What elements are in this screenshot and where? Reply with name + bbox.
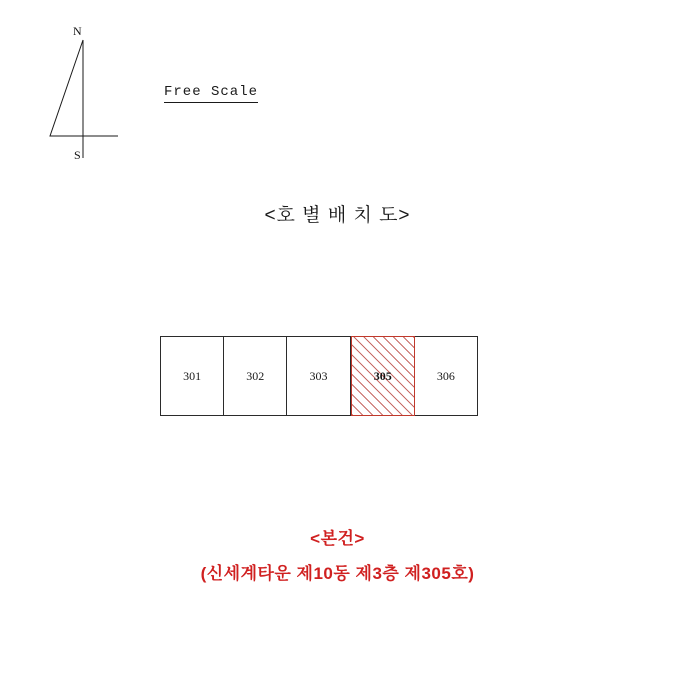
compass-north-label: N — [73, 24, 83, 38]
unit-row — [160, 336, 478, 416]
caption-line-1: <본건> — [310, 529, 365, 548]
compass-rose — [40, 18, 130, 178]
diagram-title: <호 별 배 치 도> — [264, 205, 411, 226]
unit-label: 305 — [373, 368, 392, 383]
compass-needle-icon — [40, 18, 130, 178]
compass-south-label: S — [74, 148, 82, 162]
unit-label: 301 — [183, 368, 202, 383]
unit-row-container — [160, 336, 478, 416]
unit-label: 306 — [436, 368, 455, 383]
unit-cell-306 — [415, 337, 477, 415]
unit-cell-303 — [287, 337, 350, 415]
unit-label: 303 — [309, 368, 328, 383]
unit-label: 302 — [246, 368, 265, 383]
caption-line-2: (신세계타운 제10동 제3층 제305호) — [200, 564, 475, 583]
unit-cell-305-highlighted — [351, 337, 415, 415]
unit-cell-302 — [224, 337, 287, 415]
unit-cell-301 — [161, 337, 224, 415]
free-scale-label: Free Scale — [164, 84, 258, 103]
subject-property-caption — [0, 524, 675, 584]
